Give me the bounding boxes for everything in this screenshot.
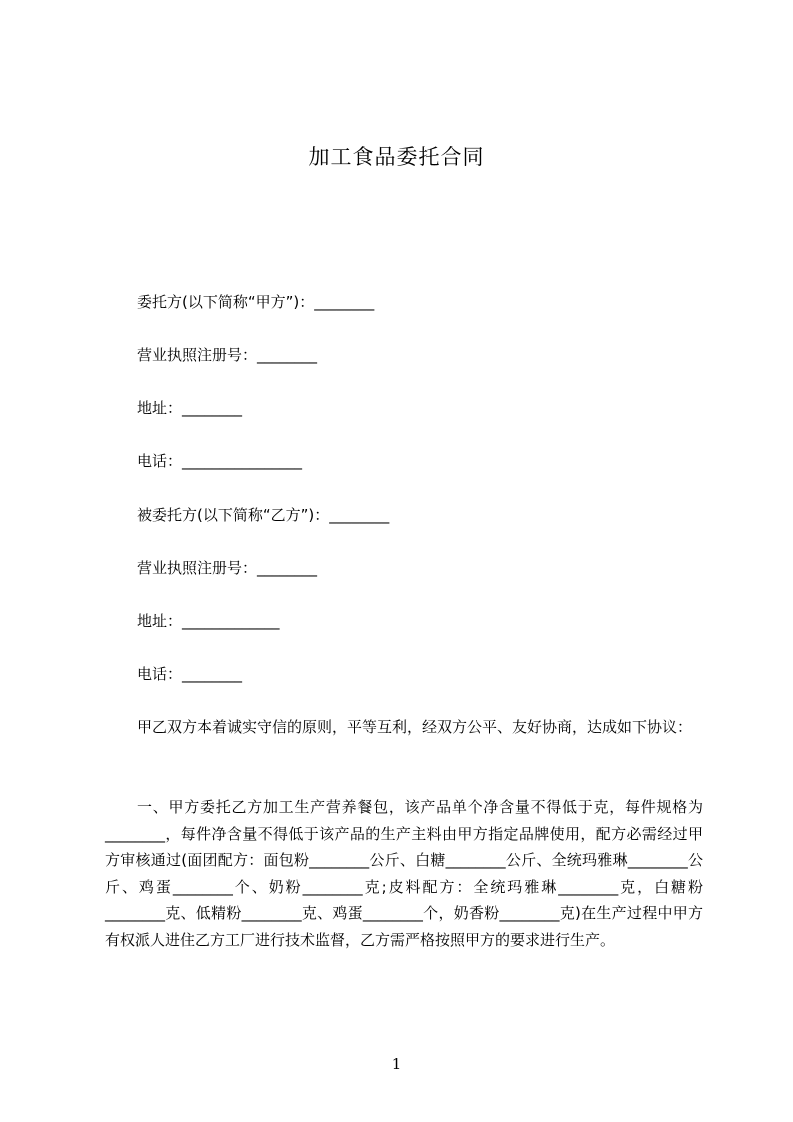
party-b-name-line: 被委托方(以下简称“乙方”)：________ [137,506,390,524]
document-title: 加工食品委托合同 [308,145,485,169]
clause-1-text: 一、甲方委托乙方加工生产营养餐包，该产品单个净含量不得低于克，每件规格为________，每件净含量不得低于该产品的生产主料由甲方指定品牌使用，配方必需经过甲方审核通过(面团配方：面包粉________公斤、白糖________公斤、全统玛雅琳________公斤、鸡蛋________个、奶粉________克;皮料配方：全统玛雅琳________克，白糖粉________克、低精粉________克、鸡蛋________个，奶香粉________克)在生产过程中甲方有权派人进住乙方工厂进行技术监督，乙方需严格按照甲方的要求进行生产。 [105,798,703,949]
party-a-address-line: 地址：________ [137,399,243,417]
party-b-phone-line: 电话：________ [137,665,243,683]
preamble-paragraph [105,714,703,741]
party-a-phone-line: 电话：________________ [137,452,303,470]
clause-1-paragraph [105,794,703,953]
party-b-license-line: 营业执照注册号：________ [137,559,318,577]
party-b-address-line: 地址：_____________ [137,612,280,630]
preamble-text: 甲乙双方本着诚实守信的原则，平等互利，经双方公平、友好协商，达成如下协议： [137,718,693,736]
page-number: 1 [391,1055,402,1073]
party-a-name-line: 委托方(以下简称“甲方”)：________ [137,293,375,311]
party-a-license-line: 营业执照注册号：________ [137,346,318,364]
